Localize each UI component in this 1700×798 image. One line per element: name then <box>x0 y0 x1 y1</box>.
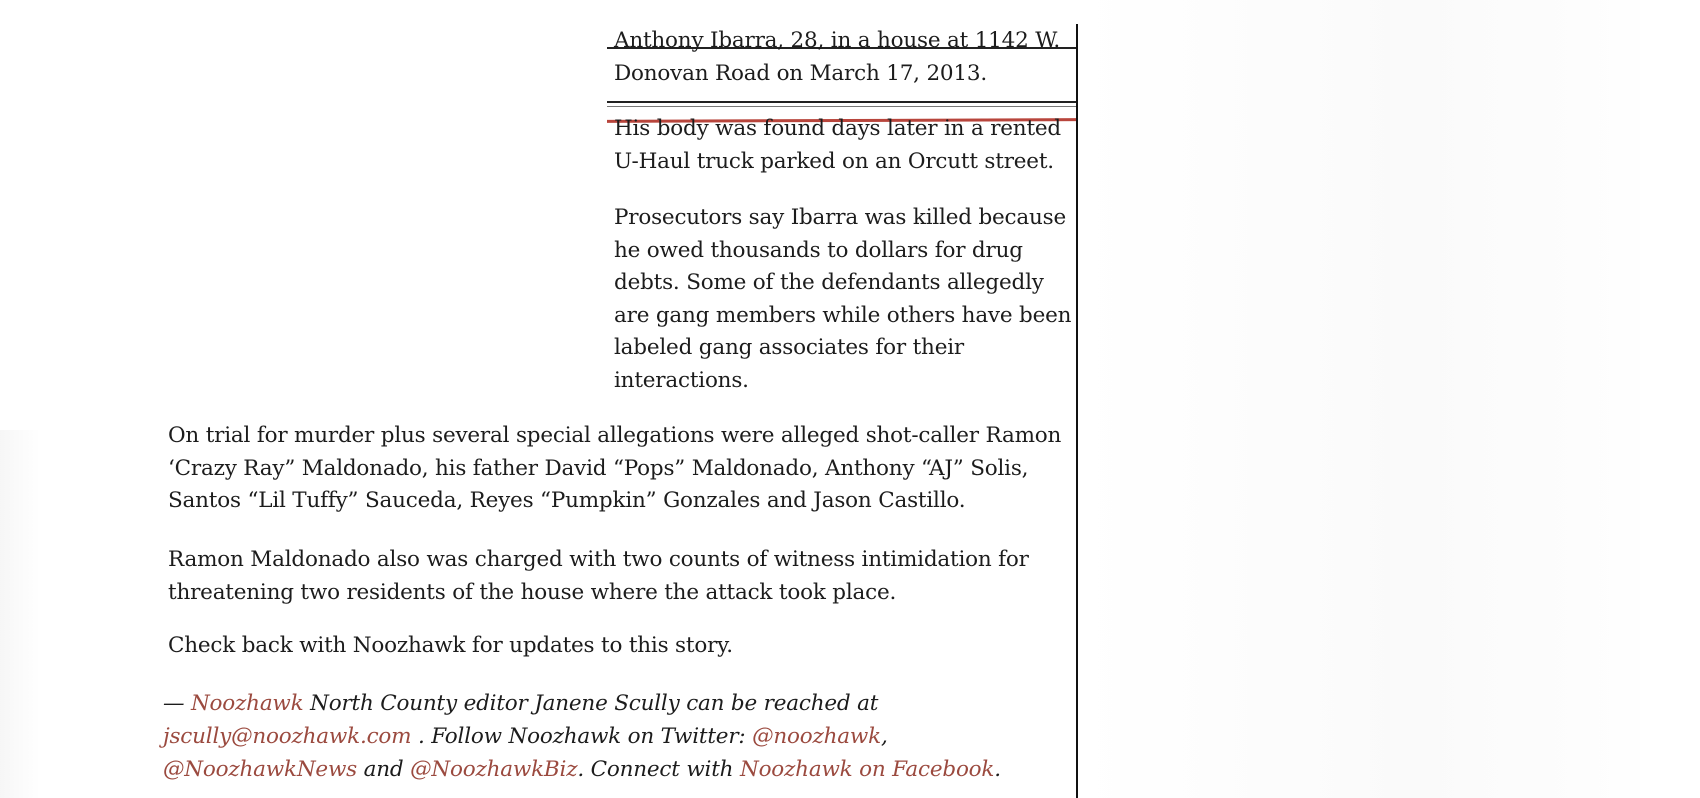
facebook-link[interactable]: Noozhawk on Facebook <box>739 757 995 782</box>
twitter-noozhawk-link[interactable]: @noozhawk <box>752 724 881 749</box>
byline-editor-text: North County editor Janene Scully can be reached at <box>303 691 879 716</box>
byline-comma: , <box>880 724 888 749</box>
divider-rule <box>607 101 1078 103</box>
byline-dash: — <box>163 691 191 716</box>
intimidation-paragraph: Ramon Maldonado also was charged with two counts of witness intimidation for threatening two residents of the house where the attack took place. <box>168 547 1029 605</box>
twitter-news-link[interactable]: @NoozhawkNews <box>163 757 357 782</box>
twitter-biz-link[interactable]: @NoozhawkBiz <box>410 757 578 782</box>
page-edge-shading <box>0 430 40 798</box>
byline-and-text: and <box>357 757 411 782</box>
trial-paragraph: On trial for murder plus several special allegations were alleged shot-caller Ramon ‘Crazy Ray” Maldonado, his father David “Pops” Maldonado, Anthony “AJ” Solis, Santos “Lil Tuffy” Sauceda, Reyes “Pumpkin” Gonzales and Jason Castillo. <box>168 423 1062 513</box>
body-paragraph-found: His body was found days later in a rented U-Haul truck parked on an Orcutt street. <box>614 116 1061 174</box>
author-byline <box>163 687 1063 786</box>
scan-shading <box>1080 0 1640 798</box>
byline-end: . <box>994 757 1001 782</box>
byline-connect-text: . Connect with <box>577 757 740 782</box>
column-rule <box>1076 24 1078 798</box>
noozhawk-link[interactable]: Noozhawk <box>190 691 304 716</box>
byline-follow-text: . Follow Noozhawk on Twitter: <box>411 724 753 749</box>
email-link[interactable]: jscully@noozhawk.com <box>163 724 412 749</box>
continued-paragraph: Anthony Ibarra, 28, in a house at 1142 W. Donovan Road on March 17, 2013. <box>614 28 1061 86</box>
body-paragraph-prosecutors: Prosecutors say Ibarra was killed because he owed thousands to dollars for drug debts. Some of the defendants allegedly are gang members while others have been labeled gang associates for their interactions. <box>614 205 1072 393</box>
divider-rule-thin <box>607 106 1078 107</box>
check-back-paragraph: Check back with Noozhawk for updates to this story. <box>168 633 733 658</box>
